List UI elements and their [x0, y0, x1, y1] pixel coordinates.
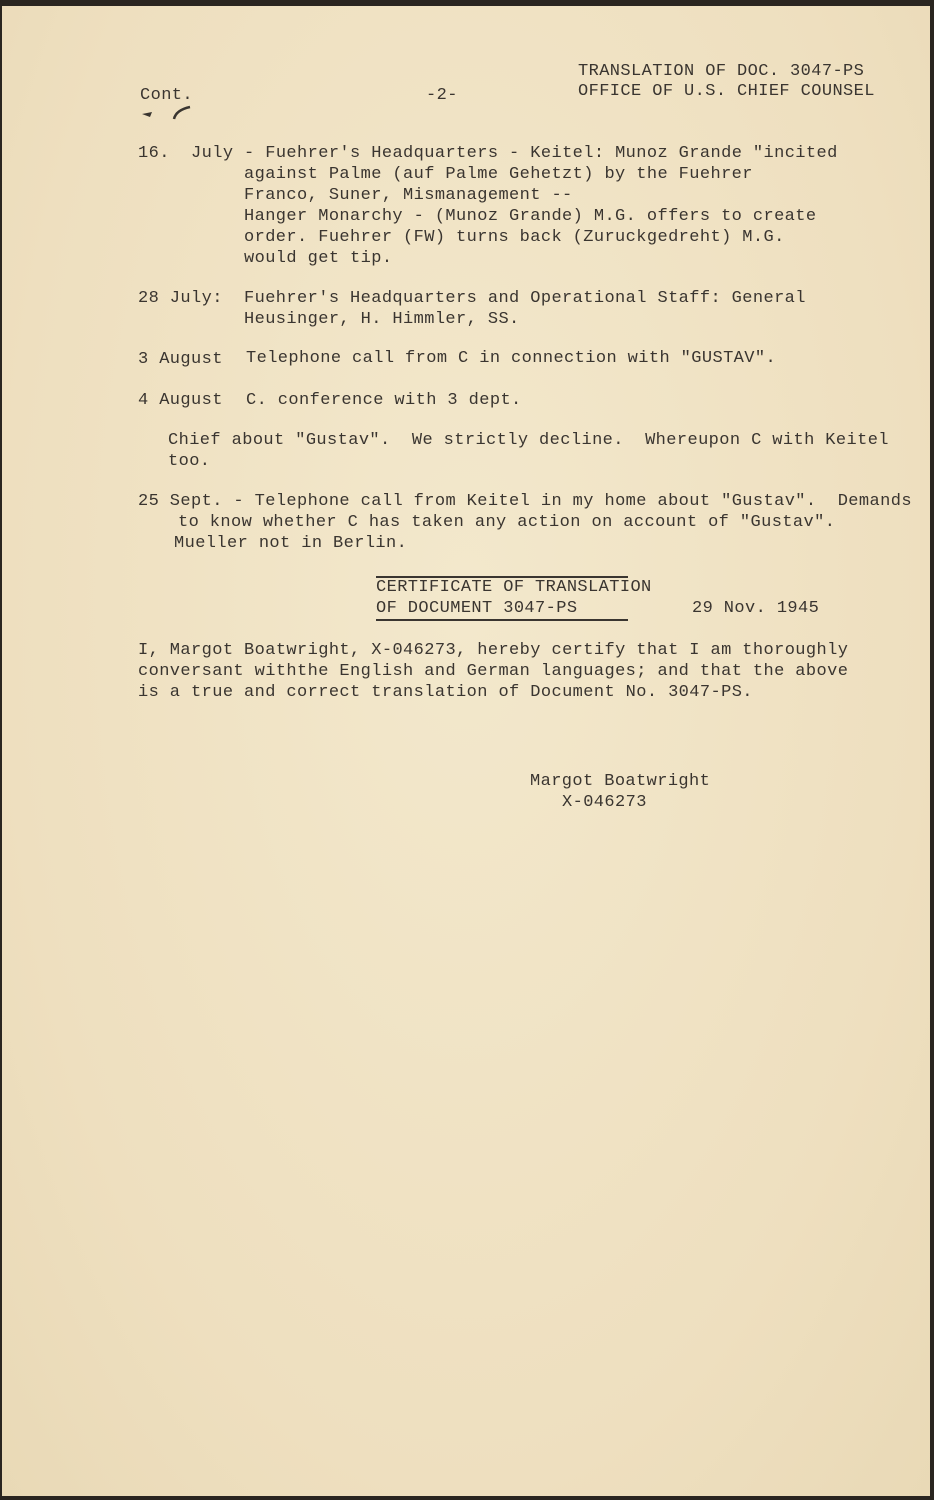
- cont-label: Cont.: [140, 86, 194, 105]
- page-number: -2-: [426, 86, 458, 105]
- certificate-document: OF DOCUMENT 3047-PS: [376, 599, 628, 621]
- entry-date: 3 August: [138, 350, 223, 369]
- ink-mark-icon: [142, 104, 192, 120]
- entry-line: Fuehrer's Headquarters and Operational Staff: General: [244, 289, 806, 308]
- entry-line: C. conference with 3 dept.: [246, 391, 522, 410]
- certificate-body: conversant withthe English and German languages; and that the above: [138, 662, 849, 681]
- signature-id: X-046273: [562, 793, 647, 812]
- header-office: OFFICE OF U.S. CHIEF COUNSEL: [578, 82, 875, 101]
- entry-line: Franco, Suner, Mismanagement --: [244, 186, 573, 205]
- entry-line: Hanger Monarchy - (Munoz Grande) M.G. offers to create: [244, 207, 817, 226]
- entry-line: Chief about "Gustav". We strictly decline. Whereupon C with Keitel: [168, 431, 889, 450]
- certificate-body: I, Margot Boatwright, X-046273, hereby certify that I am thoroughly: [138, 641, 849, 660]
- entry-date: 28 July:: [138, 289, 223, 308]
- entry-line: to know whether C has taken any action on account of "Gustav".: [178, 513, 836, 532]
- certificate-title: CERTIFICATE OF TRANSLATION: [376, 578, 652, 597]
- signature-name: Margot Boatwright: [530, 772, 711, 791]
- entry-line: would get tip.: [244, 249, 393, 268]
- entry-16-july: 16. July - Fuehrer's Headquarters - Keitel: Munoz Grande "incited: [138, 144, 838, 163]
- entry-line: order. Fuehrer (FW) turns back (Zuruckgedreht) M.G.: [244, 228, 785, 247]
- entry-line: Mueller not in Berlin.: [174, 534, 408, 553]
- certificate-body: is a true and correct translation of Document No. 3047-PS.: [138, 683, 753, 702]
- entry-line: Telephone call from C in connection with "GUSTAV".: [246, 349, 777, 368]
- entry-line: against Palme (auf Palme Gehetzt) by the Fuehrer: [244, 165, 753, 184]
- entry-date: 4 August: [138, 391, 223, 410]
- document-page: [2, 6, 930, 1496]
- certificate-date: 29 Nov. 1945: [692, 599, 820, 618]
- header-translation: TRANSLATION OF DOC. 3047-PS: [578, 62, 865, 81]
- entry-line: Heusinger, H. Himmler, SS.: [244, 310, 520, 329]
- entry-line: too.: [168, 452, 211, 471]
- entry-line: 25 Sept. - Telephone call from Keitel in my home about "Gustav". Demands: [138, 492, 912, 511]
